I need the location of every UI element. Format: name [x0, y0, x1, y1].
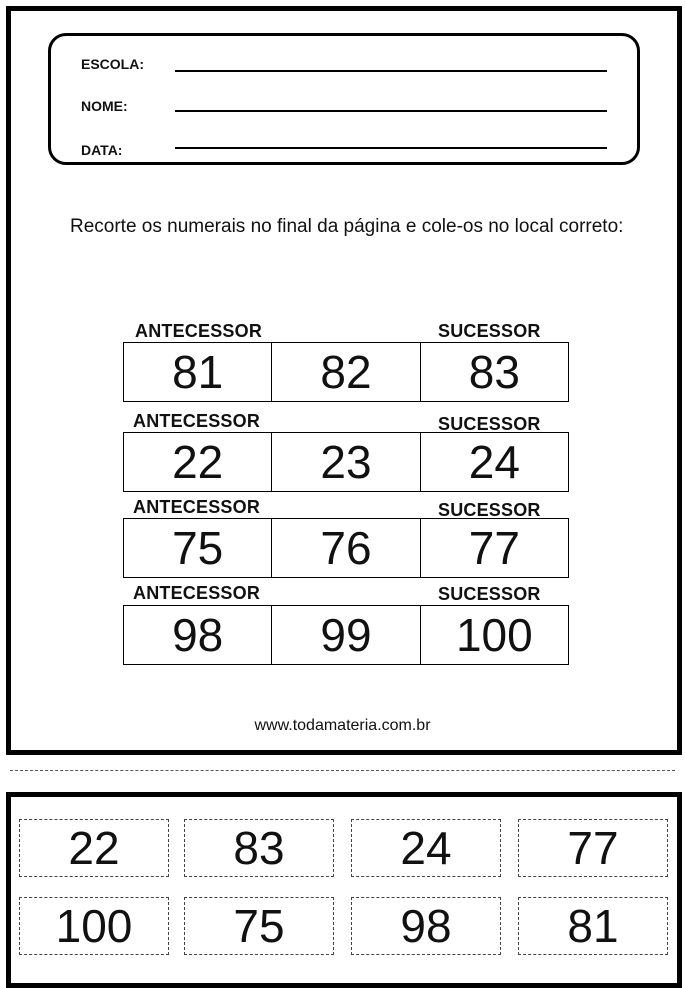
cutout-number[interactable]: 22: [19, 819, 169, 877]
number-cell: 99: [272, 606, 420, 664]
number-row: [123, 342, 569, 402]
sucessor-cell: 83: [468, 346, 520, 398]
number-row: [123, 518, 569, 578]
antecessor-cell: 98: [124, 606, 272, 664]
sucessor-label: SUCESSOR: [438, 500, 541, 520]
number-cell: 76: [272, 519, 420, 577]
date-label: DATA:: [81, 142, 123, 158]
antecessor-label: ANTECESSOR: [133, 583, 261, 603]
cutout-number[interactable]: 75: [184, 897, 334, 955]
cutout-number[interactable]: 81: [518, 897, 668, 955]
name-label: NOME:: [81, 98, 128, 114]
sucessor-cell: 24: [468, 436, 520, 488]
sucessor-label: SUCESSOR: [438, 414, 541, 434]
cutout-number[interactable]: 77: [518, 819, 668, 877]
student-info-box: [48, 33, 640, 165]
cutout-number[interactable]: 24: [351, 819, 501, 877]
antecessor-label: ANTECESSOR: [133, 411, 261, 431]
sucessor-cell: 77: [468, 522, 520, 574]
cutout-number[interactable]: 83: [184, 819, 334, 877]
antecessor-cell: 22: [124, 433, 272, 491]
instruction-text: Recorte os numerais no final da página e cole-os no local correto:: [70, 216, 624, 237]
school-line: [175, 70, 607, 72]
number-row: [123, 605, 569, 665]
number-cell: 82: [272, 343, 420, 401]
antecessor-cell: 81: [124, 343, 272, 401]
number-row: [123, 432, 569, 492]
cutout-number[interactable]: 98: [351, 897, 501, 955]
footer-url: www.todamateria.com.br: [254, 717, 431, 734]
cut-line: [10, 770, 675, 771]
number-cell: 23: [272, 433, 420, 491]
antecessor-label: ANTECESSOR: [135, 321, 263, 341]
antecessor-cell: 75: [124, 519, 272, 577]
date-line: [175, 147, 607, 149]
school-label: ESCOLA:: [81, 56, 144, 72]
antecessor-label: ANTECESSOR: [133, 497, 261, 517]
sucessor-cell: 100: [455, 609, 533, 661]
sucessor-label: SUCESSOR: [438, 584, 541, 604]
name-line: [175, 110, 607, 112]
cutout-number[interactable]: 100: [19, 897, 169, 955]
sucessor-label: SUCESSOR: [438, 321, 541, 341]
